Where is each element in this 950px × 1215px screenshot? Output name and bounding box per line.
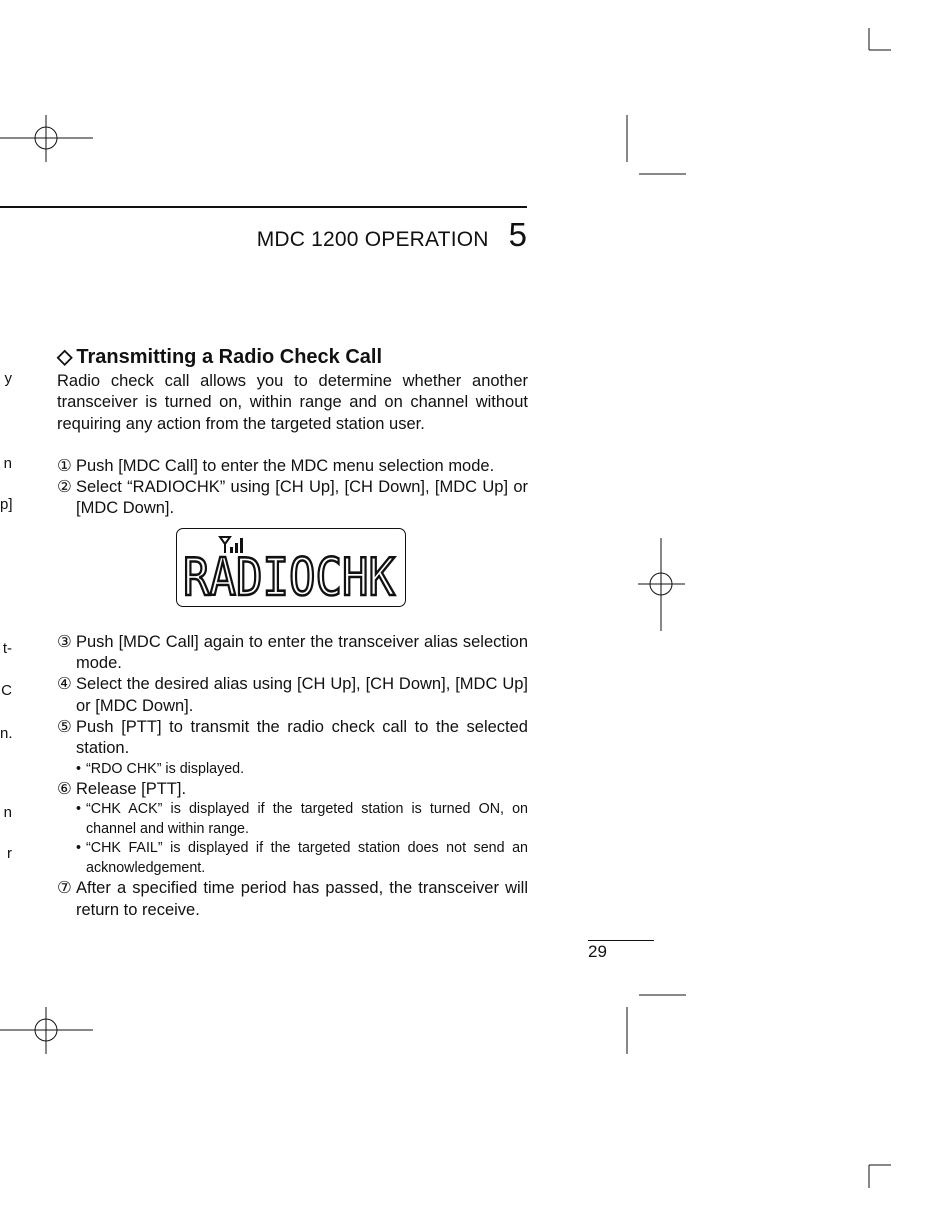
note-text: “RDO CHK” is displayed. bbox=[86, 760, 245, 777]
step-number: ① bbox=[57, 456, 72, 475]
step-text: Push [MDC Call] to enter the MDC menu selection mode. bbox=[76, 456, 495, 475]
step-number: ④ bbox=[57, 675, 72, 694]
bullet-icon: • bbox=[76, 840, 82, 857]
facing-page-fragment: y bbox=[4, 370, 12, 387]
facing-page-fragment: t- bbox=[2, 640, 12, 657]
facing-page-fragment: r bbox=[7, 845, 12, 862]
step-item bbox=[57, 477, 528, 520]
lcd-figure bbox=[57, 520, 528, 632]
chapter-number: 5 bbox=[508, 216, 527, 253]
facing-page-fragment: n bbox=[3, 804, 12, 821]
step-item bbox=[57, 632, 528, 675]
step-number: ⑤ bbox=[57, 717, 72, 736]
page-number: 29 bbox=[588, 942, 607, 961]
bullet-icon: • bbox=[76, 760, 82, 777]
step-item bbox=[57, 779, 528, 800]
step-item bbox=[57, 674, 528, 717]
bullet-icon: • bbox=[76, 801, 82, 818]
step-note bbox=[57, 760, 528, 780]
step-number: ⑥ bbox=[57, 780, 72, 799]
lcd-display bbox=[176, 528, 406, 607]
step-item bbox=[57, 456, 528, 477]
step-text: Select “RADIOCHK” using [CH Up], [CH Down], [MDC Up] or [MDC Down]. bbox=[76, 478, 528, 518]
section-heading bbox=[57, 343, 528, 371]
facing-page-fragment: n bbox=[3, 455, 12, 472]
page-number-rule bbox=[588, 940, 654, 941]
step-text: After a specified time period has passed, the transceiver will return to receive. bbox=[76, 879, 528, 919]
step-item bbox=[57, 878, 528, 921]
lcd-segment-text bbox=[183, 547, 401, 608]
facing-page-fragment: C bbox=[1, 682, 12, 699]
lcd-text: RADIOCHK bbox=[183, 547, 396, 608]
section-title: Transmitting a Radio Check Call bbox=[76, 346, 383, 368]
step-text: Push [MDC Call] again to enter the transceiver alias selection mode. bbox=[76, 632, 528, 673]
step-number: ② bbox=[57, 478, 72, 497]
note-text: “CHK FAIL” is displayed if the targeted station does not send an acknowledgement. bbox=[86, 840, 528, 876]
step-note bbox=[57, 800, 528, 839]
chapter-title: MDC 1200 OPERATION bbox=[256, 228, 489, 251]
step-note bbox=[57, 839, 528, 878]
page-header bbox=[0, 216, 527, 254]
step-number: ⑦ bbox=[57, 879, 72, 898]
step-number: ③ bbox=[57, 632, 72, 651]
step-list bbox=[57, 456, 528, 921]
main-content bbox=[57, 343, 528, 921]
header-rule bbox=[0, 206, 527, 208]
step-text: Release [PTT]. bbox=[76, 780, 187, 799]
facing-page-fragment: p] bbox=[0, 496, 13, 513]
note-text: “CHK ACK” is displayed if the targeted station is turned ON, on channel and within range. bbox=[86, 801, 528, 837]
intro-paragraph: Radio check call allows you to determine whether another transceiver is turned on, within range and on channel without requiring any action from the targeted station user. bbox=[57, 372, 528, 433]
facing-page-fragment: n. bbox=[0, 725, 13, 742]
diamond-bullet-icon: ◇ bbox=[57, 346, 73, 368]
step-text: Select the desired alias using [CH Up], [CH Down], [MDC Up] or [MDC Down]. bbox=[76, 675, 528, 715]
step-item bbox=[57, 717, 528, 760]
step-text: Push [PTT] to transmit the radio check call to the selected station. bbox=[76, 717, 528, 758]
